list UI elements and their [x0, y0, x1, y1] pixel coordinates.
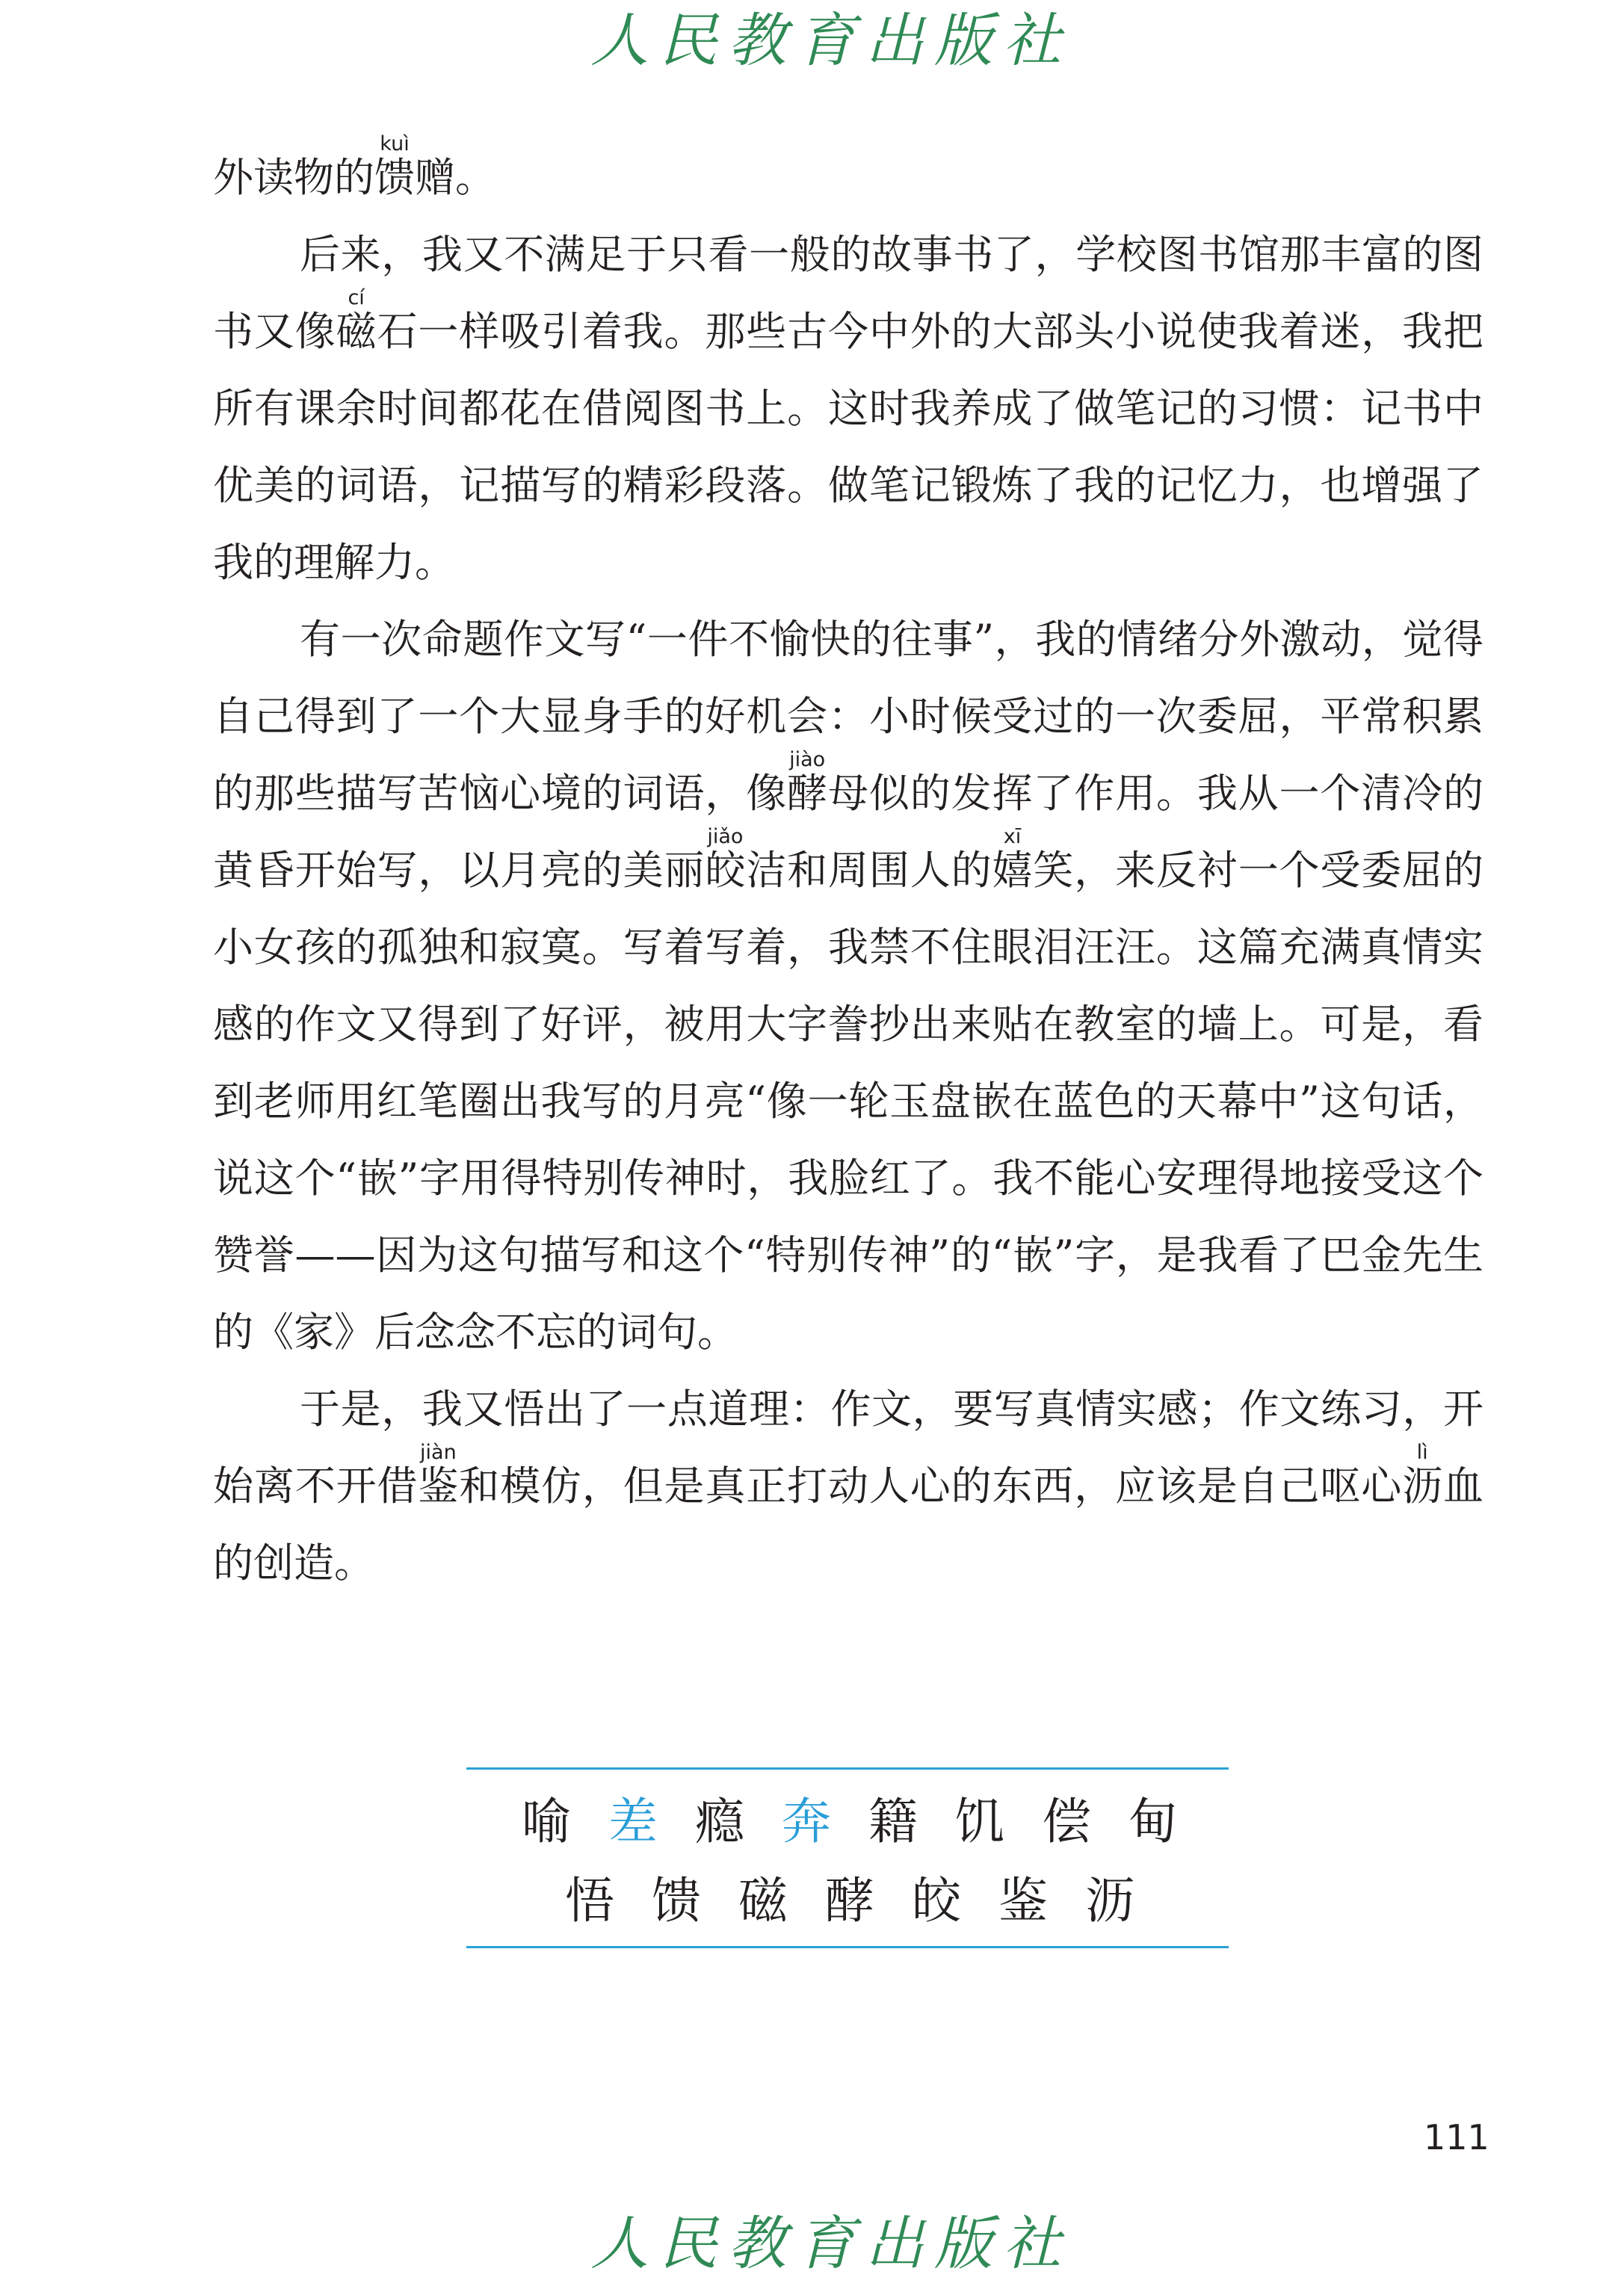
- new-character: 饥: [955, 1793, 1004, 1850]
- annotated-character-base: 鉴: [418, 1462, 460, 1510]
- new-character: 沥: [1085, 1872, 1134, 1930]
- annotated-character-base: 沥: [1402, 1462, 1444, 1510]
- text-segment: 有一次命题作文写“一件不愉快的往事”，我的情绪分外激动，觉得自己得到了一个大显身手的好机会：小时候受过的一次委屈，平常积累的那些描写苦恼心境的词语，像: [213, 616, 1483, 817]
- pinyin-annotation: jiǎo: [705, 825, 746, 848]
- new-character: 奔: [782, 1793, 831, 1850]
- pinyin-annotation: kuì: [374, 132, 415, 155]
- text-segment: 笑，来反衬一个受委屈的小女孩的孤独和寂寞。写着写着，我禁不住眼泪汪汪。这篇充满真情实感的作文又得到了好评，被用大字誊抄出来贴在教室的墙上。可是，看到老师用红笔圈出我写的月亮“像一轮玉盘嵌在蓝色的天幕中”这句话，说这个“嵌”字用得特别传神时，我脸红了。我不能心安理得地接受这个赞誉——因为这句描写和这个“特别传神”的“嵌”字，是我看了巴金先生的《家》后念念不忘的词句。: [213, 847, 1484, 1356]
- new-characters-row-1: [466, 1792, 1229, 1852]
- text-segment: 母似的发挥了作用。我从一个清冷的黄昏开始写，以月亮的美丽: [213, 770, 1484, 894]
- pinyin-annotation: cí: [336, 286, 377, 309]
- new-character: 馈: [652, 1872, 701, 1930]
- text-segment: 洁和周围人的: [746, 847, 992, 894]
- text-segment: 石一样吸引着我。那些古今中外的大部头小说使我着迷，我把所有课余时间都花在借阅图书上。这时我养成了做笔记的习惯：记书中优美的词语，记描写的精彩段落。做笔记锻炼了我的记忆力，也增强了我的理解力。: [213, 308, 1484, 586]
- publisher-logo-top: 人民教育出版社: [590, 7, 1072, 75]
- annotated-character: [787, 748, 829, 817]
- new-characters-box: [466, 1767, 1229, 1948]
- paragraph: [213, 1371, 1483, 1601]
- new-character: 偿: [1042, 1793, 1091, 1850]
- annotated-character-base: 嬉: [992, 847, 1034, 894]
- new-character: 酵: [825, 1872, 874, 1930]
- annotated-character-base: 皎: [705, 847, 747, 894]
- publisher-logo-bottom: 人民教育出版社: [590, 2211, 1072, 2278]
- new-character: 悟: [565, 1872, 614, 1930]
- annotated-character: [705, 825, 747, 894]
- annotated-character: [1402, 1441, 1444, 1510]
- page-number: 111: [1424, 2117, 1489, 2157]
- annotated-character: [374, 132, 415, 201]
- new-character: 差: [608, 1793, 658, 1850]
- annotated-character: [336, 286, 377, 355]
- text-segment: 和模仿，但是真正打动人心的东西，应该是自己呕心: [459, 1462, 1403, 1510]
- annotated-character-base: 馈: [374, 154, 415, 201]
- pinyin-annotation: jiào: [787, 748, 828, 771]
- new-character: 鉴: [998, 1872, 1048, 1930]
- pinyin-annotation: jiàn: [418, 1441, 459, 1464]
- new-character: 瘾: [695, 1793, 744, 1850]
- new-character: 甸: [1129, 1793, 1178, 1850]
- new-character: 皎: [912, 1872, 961, 1930]
- text-segment: 后来，我又不满足于只看一般的故事书了，学校图书馆那丰富的图书又像: [213, 231, 1483, 355]
- paragraph: [213, 601, 1483, 1371]
- new-characters-row-2: [466, 1871, 1229, 1931]
- paragraph: [213, 132, 1483, 216]
- new-character: 籍: [868, 1793, 918, 1850]
- new-character: 磁: [738, 1872, 788, 1930]
- annotated-character: [418, 1441, 460, 1510]
- annotated-character-base: 磁: [336, 308, 377, 355]
- pinyin-annotation: xī: [992, 825, 1033, 848]
- paragraph: [213, 216, 1483, 601]
- annotated-character: [992, 825, 1034, 894]
- text-segment: 外读物的: [213, 154, 374, 201]
- text-segment: 血的创造。: [213, 1462, 1484, 1587]
- text-segment: 于是，我又悟出了一点道理：作文，要写真情实感；作文练习，开始离不开借: [213, 1386, 1483, 1510]
- annotated-character-base: 酵: [787, 770, 829, 817]
- new-character: 喻: [522, 1793, 571, 1850]
- pinyin-annotation: lì: [1402, 1441, 1443, 1464]
- text-segment: 赠。: [415, 154, 495, 201]
- body-text: [213, 132, 1484, 1601]
